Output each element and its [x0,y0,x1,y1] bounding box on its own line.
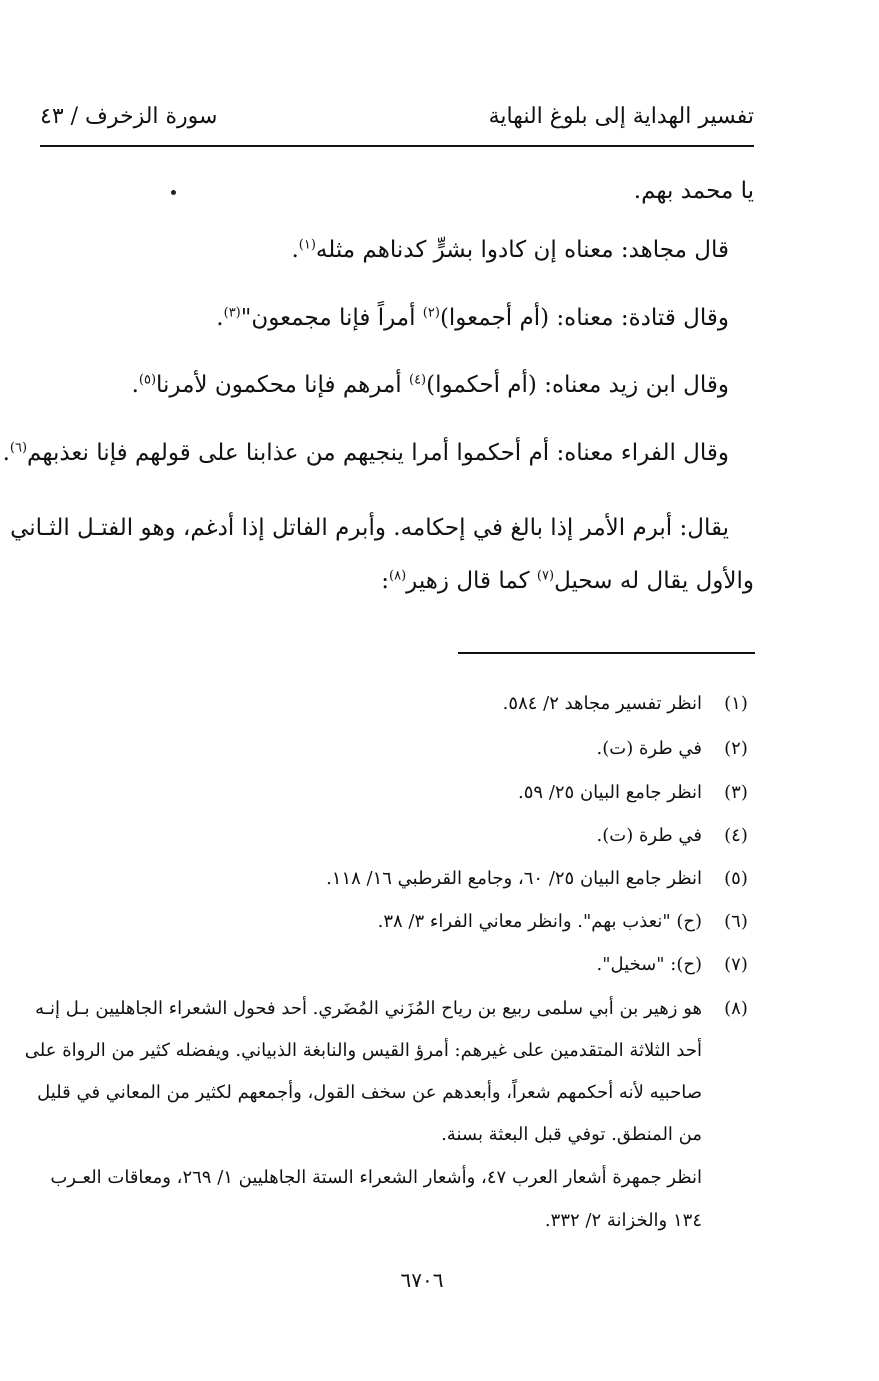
footnote-ref[interactable]: (٣) [223,305,241,321]
footnote-number: (٤) [724,825,748,846]
body-text: . [216,305,224,331]
body-line-6 [10,515,754,541]
body-line-5 [3,440,754,466]
footnote-text: (ح): "سخيل". [596,954,702,975]
footnote-ref[interactable]: (٥) [138,372,157,388]
body-line-1 [634,178,754,204]
footnote-text: أحد الثلاثة المتقدمين على غيرهم: أمرؤ القيس والنابغة الذبياني. ويفضله كثير من الرواة على [24,1040,702,1061]
footnote-number: (٨) [724,998,748,1019]
footnote-text: في طرة (ت). [596,825,702,846]
footnote-ref[interactable]: (٧) [536,568,555,584]
body-text: قال مجاهد: معناه إن كادوا بشرٍّ كدناهم مثله [315,237,729,263]
body-text: وقال قتادة: معناه: (أم أجمعوا) [439,305,729,331]
body-text: والأول يقال له سحيل [554,568,754,594]
footnote-text: صاحبيه لأنه أحكمهم شعراً، وأبعدهم عن سخف القول، وأجمعهم لكثير من المعاني في قليل [37,1082,702,1103]
body-text: يا محمد بهم. [633,178,754,204]
ink-speck [171,190,176,195]
body-line-3 [216,305,754,331]
footnote-ref[interactable]: (٢) [422,305,440,321]
footnote-text: انظر جامع البيان ٢٥/ ٥٩. [518,782,702,803]
header-rule [40,145,754,147]
footnote-text: انظر جمهرة أشعار العرب ٤٧، وأشعار الشعراء الستة الجاهليين ١/ ٢٦٩، ومعاقات العـرب [50,1167,702,1188]
footnote-number: (٧) [724,954,748,975]
footnote-text: (ح) "نعذب بهم". وانظر معاني الفراء ٣/ ٣٨. [377,911,702,932]
footnote-ref[interactable]: (٦) [9,440,28,456]
book-title: تفسير الهداية إلى بلوغ النهاية [488,104,754,129]
footnote-text: انظر تفسير مجاهد ٢/ ٥٨٤. [502,693,702,714]
body-line-7 [381,568,754,594]
footnote-number: (١) [724,693,748,714]
footnote-number: (٦) [724,911,748,932]
body-text: كما قال زهير [406,568,537,594]
footnote-text: انظر جامع البيان ٢٥/ ٦٠، وجامع القرطبي ١٦/ ١١٨. [326,868,702,889]
body-text: . [131,372,139,398]
footnote-text: هو زهير بن أبي سلمى ربيع بن رياح المُزَني المُضَري. أحد فحول الشعراء الجاهليين بـل إنـه [35,998,702,1019]
footnote-text: في طرة (ت). [596,738,702,759]
body-text: وقال ابن زيد معناه: (أم أحكموا) [426,372,729,398]
footnote-ref[interactable]: (١) [298,237,316,253]
footnote-ref[interactable]: (٨) [389,568,407,584]
surah-title: سورة الزخرف / ٤٣ [40,104,218,129]
body-text: : [381,568,389,594]
footnote-number: (٣) [724,782,748,803]
body-line-4 [132,372,754,398]
body-text: وقال الفراء معناه: أم أحكموا أمرا ينجيهم من عذابنا على قولهم فإنا نعذبهم [27,440,729,466]
body-text: يقال: أبرم الأمر إذا بالغ في إحكامه. وأبرم الفاتل إذا أدغم، وهو الفتـل الثـاني [10,515,729,541]
running-header [40,96,754,138]
footnote-number: (٢) [724,738,748,759]
body-text: . [291,237,299,263]
footnote-text: من المنطق. توفي قبل البعثة بسنة. [441,1124,702,1145]
body-text: أمرهم فإنا محكمون لأمرنا [156,372,409,398]
body-line-2 [291,237,754,263]
footnote-ref[interactable]: (٤) [408,372,427,388]
body-text: أمراً فإنا مجمعون" [240,305,423,331]
footnote-separator [458,652,755,654]
page-number: ٦٧٠٦ [400,1268,444,1292]
footnote-text: ١٣٤ والخزانة ٢/ ٣٣٢. [544,1210,702,1231]
footnote-number: (٥) [724,868,748,889]
body-text: . [2,440,10,466]
